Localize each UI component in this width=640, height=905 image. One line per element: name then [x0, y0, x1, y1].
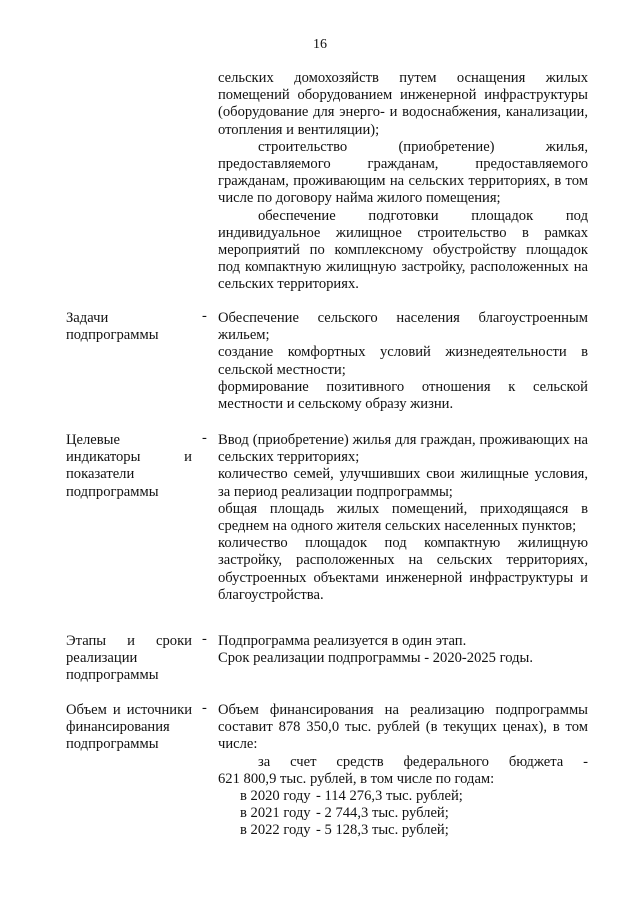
financing-dash: -	[202, 700, 207, 716]
financing-federal-line-2: 621 800,9 тыс. рублей, в том числе по годам:	[218, 770, 495, 787]
year-label: в 2022 году	[240, 822, 311, 839]
tasks-line-3: формирование позитивного отношения к сельской местности и сельскому образу жизни.	[218, 378, 588, 413]
indicators-dash: -	[202, 430, 207, 446]
indicators-line-3: общая площадь жилых помещений, приходящаяся в среднем на одного жителя сельских населенных пунктов;	[218, 500, 588, 535]
financing-year-row	[218, 822, 588, 839]
stages-content	[218, 633, 588, 667]
stages-line-1: Подпрограмма реализуется в один этап.	[218, 633, 467, 649]
tasks-label: Задачи подпрограммы	[66, 310, 159, 344]
financing-year-row	[218, 788, 588, 805]
tasks-dash: -	[202, 308, 207, 324]
stages-dash: -	[202, 631, 207, 647]
continuation-text	[218, 70, 588, 294]
indicators-line-4: количество площадок под компактную жилищную застройку, расположенных на сельских территориях, обустроенных объектами инженерной инфраструктуры и благоустройства.	[218, 535, 588, 603]
page-number: 16	[313, 37, 327, 52]
continuation-paragraph-1: сельских домохозяйств путем оснащения жилых помещений оборудованием инженерной инфраструктуры (оборудование для энерго- и водоснабжения, канализации, отопления и вентиляции);	[218, 70, 588, 138]
tasks-content	[218, 310, 588, 413]
financing-year-row	[218, 805, 588, 822]
financing-intro: Объем финансирования на реализацию подпрограммы составит 878 350,0 тыс. рублей (в текущих ценах), в том числе:	[218, 702, 588, 753]
stages-line-2: Срок реализации подпрограммы - 2020-2025 годы.	[218, 650, 534, 667]
year-amount: - 2 744,3 тыс. рублей;	[316, 805, 449, 822]
financing-federal-line-1: за счет средств федерального бюджета -	[258, 753, 588, 770]
indicators-label: Целевые индикаторы и показатели подпрограммы	[66, 432, 192, 500]
tasks-line-1: Обеспечение сельского населения благоустроенным жильем;	[218, 310, 588, 344]
financing-content	[218, 702, 588, 840]
continuation-paragraph-3: обеспечение подготовки площадок под индивидуальное жилищное строительство в рамках мероприятий по комплексному обустройству площадок под компактную жилищную застройку, расположенных на сельских территориях.	[218, 207, 588, 293]
indicators-line-1: Ввод (приобретение) жилья для граждан, проживающих на сельских территориях;	[218, 432, 588, 466]
indicators-content	[218, 432, 588, 604]
year-label: в 2021 году	[240, 805, 311, 822]
tasks-line-2: создание комфортных условий жизнедеятельности в сельской местности;	[218, 344, 588, 378]
year-amount: - 5 128,3 тыс. рублей;	[316, 822, 449, 839]
year-label: в 2020 году	[240, 788, 311, 805]
indicators-line-2: количество семей, улучшивших свои жилищные условия, за период реализации подпрограммы;	[218, 466, 588, 500]
year-amount: - 114 276,3 тыс. рублей;	[316, 788, 463, 805]
continuation-paragraph-2: строительство (приобретение) жилья, предоставляемого гражданам, предоставляемого гражданам, проживающим на сельских территориях, в том числе по договору найма жилого помещения;	[218, 138, 588, 207]
stages-label: Этапы и сроки реализации подпрограммы	[66, 633, 192, 684]
financing-label: Объем и источники финансирования подпрограммы	[66, 702, 192, 753]
